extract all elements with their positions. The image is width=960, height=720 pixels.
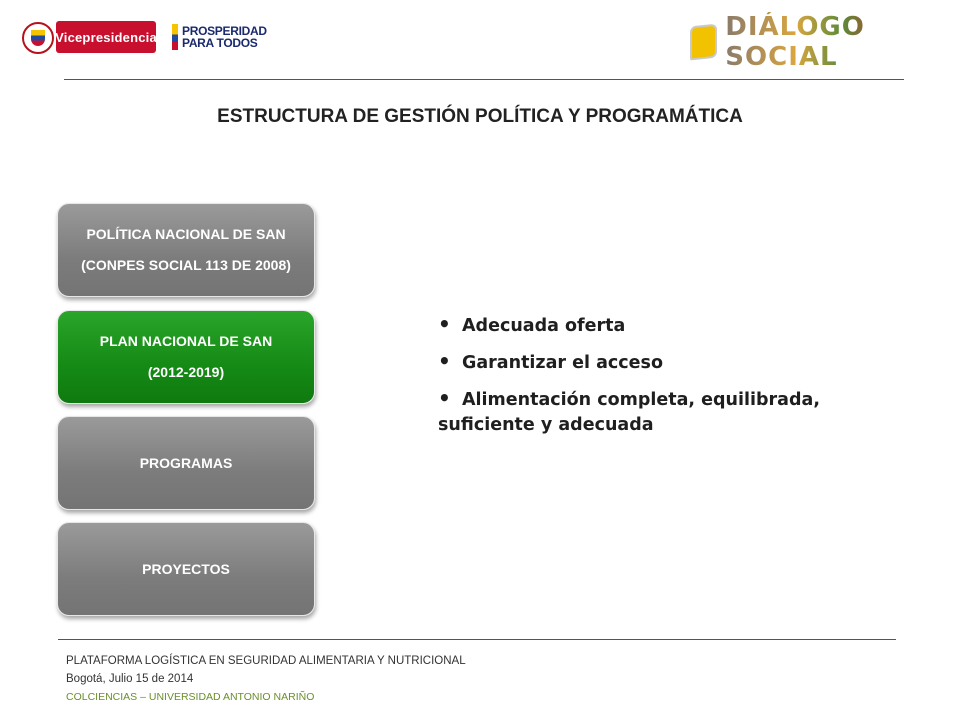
bullet-item: • Garantizar el acceso [438,349,663,373]
box-line: POLÍTICA NACIONAL DE SAN [86,226,286,242]
vicepresidencia-logo [56,21,156,53]
box-line: (CONPES SOCIAL 113 DE 2008) [81,257,291,273]
box-line: PROYECTOS [142,560,230,577]
prosperidad-logo [172,22,267,52]
dialogo-social-logo [690,12,960,72]
plan-nacional-box [57,310,315,404]
bullet-icon: • [438,312,451,336]
bullet-list [438,312,858,448]
proyectos-box [57,522,315,616]
header-divider [64,79,904,80]
politica-nacional-box [57,203,315,297]
vicepresidencia-label: Vicepresidencia [55,29,157,45]
footer-institutions: COLCIENCIAS – UNIVERSIDAD ANTONIO NARIÑO [66,691,315,703]
box-line: (2012-2019) [147,364,225,380]
colombia-shield-logo [22,22,54,54]
bullet-icon: • [438,349,451,373]
programas-box [57,416,315,510]
bullet-item: • Adecuada oferta [438,312,626,336]
slide-title: ESTRUCTURA DE GESTIÓN POLÍTICA Y PROGRAMÁTICA [217,106,743,127]
footer-date: Bogotá, Julio 15 de 2014 [66,673,194,685]
speech-bubble-icon [690,24,717,61]
dialogo-social-label: DIÁLOGO SOCIAL [725,12,960,72]
footer-divider [58,639,896,640]
prosperidad-line2: PARA TODOS [182,36,258,50]
bullet-icon: • [438,386,451,410]
footer-platform: PLATAFORMA LOGÍSTICA EN SEGURIDAD ALIMENTARIA Y NUTRICIONAL [66,655,466,667]
box-line: PROGRAMAS [139,454,233,471]
box-line: PLAN NACIONAL DE SAN [99,333,273,349]
prosperidad-line1: PROSPERIDAD [182,24,267,38]
bullet-item: • Alimentación completa, equilibrada, suficiente y adecuada [438,386,820,435]
